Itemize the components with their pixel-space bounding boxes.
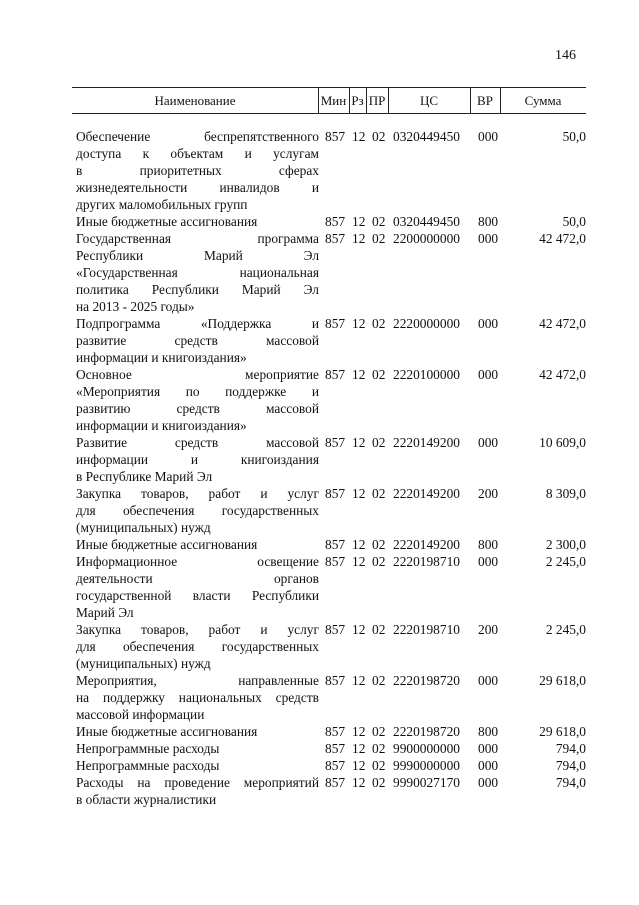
row-name-line: (муниципальных) нужд <box>76 520 211 535</box>
code-subsection: 02 <box>372 486 386 501</box>
code-target-article: 2200000000 <box>393 231 460 246</box>
row-name <box>76 553 319 621</box>
code-target-article: 2220198710 <box>393 622 460 637</box>
row-name <box>76 774 319 808</box>
row-name-line: информации и книгоиздания» <box>76 350 247 365</box>
code-section: 12 <box>352 435 366 450</box>
code-subsection: 02 <box>372 758 386 773</box>
code-subsection: 02 <box>372 316 386 331</box>
code-ministry: 857 <box>325 554 346 569</box>
code-expense-type: 800 <box>478 214 499 229</box>
row-name-line: Мероприятия, направленные <box>76 673 319 688</box>
header-name: Наименование <box>154 93 236 108</box>
row-name-line: Закупка товаров, работ и услуг <box>76 622 319 637</box>
row-name-line: развитие средств массовой <box>76 333 319 348</box>
row-name <box>76 757 319 774</box>
code-section: 12 <box>352 231 366 246</box>
code-subsection: 02 <box>372 537 386 552</box>
row-name <box>76 230 319 315</box>
row-name <box>76 434 319 485</box>
row-name <box>76 315 319 366</box>
row-name-line: для обеспечения государственных <box>76 639 319 654</box>
code-ministry: 857 <box>325 316 346 331</box>
row-name <box>76 366 319 434</box>
code-target-article: 9900000000 <box>393 741 460 756</box>
row-name-line: Развитие средств массовой <box>76 435 319 450</box>
code-expense-type: 000 <box>478 435 499 450</box>
row-name-line: доступа к объектам и услугам <box>76 146 319 161</box>
code-ministry: 857 <box>325 486 346 501</box>
code-ministry: 857 <box>325 129 346 144</box>
code-target-article: 2220198710 <box>393 554 460 569</box>
code-subsection: 02 <box>372 741 386 756</box>
row-name-line: развитию средств массовой <box>76 401 319 416</box>
code-target-article: 2220149200 <box>393 537 460 552</box>
row-name-line: Информационное освещение <box>76 554 319 569</box>
amount: 50,0 <box>562 129 586 144</box>
code-ministry: 857 <box>325 758 346 773</box>
amount: 794,0 <box>555 775 586 790</box>
code-section: 12 <box>352 214 366 229</box>
code-subsection: 02 <box>372 367 386 382</box>
row-name-line: Марий Эл <box>76 605 134 620</box>
header-top-rule <box>72 87 586 88</box>
row-name-line: Республики Марий Эл <box>76 248 319 263</box>
code-target-article: 9990027170 <box>393 775 460 790</box>
code-ministry: 857 <box>325 673 346 688</box>
row-name-line: Подпрограмма «Поддержка и <box>76 316 319 331</box>
row-name-line: Иные бюджетные ассигнования <box>76 724 258 739</box>
row-name-line: массовой информации <box>76 707 205 722</box>
code-expense-type: 200 <box>478 622 499 637</box>
row-name-line: Непрограммные расходы <box>76 741 220 756</box>
row-name-line: Закупка товаров, работ и услуг <box>76 486 319 501</box>
code-target-article: 2220100000 <box>393 367 460 382</box>
code-ministry: 857 <box>325 231 346 246</box>
code-target-article: 2220000000 <box>393 316 460 331</box>
code-target-article: 9990000000 <box>393 758 460 773</box>
row-name <box>76 536 319 553</box>
code-subsection: 02 <box>372 435 386 450</box>
code-subsection: 02 <box>372 129 386 144</box>
code-target-article: 2220198720 <box>393 673 460 688</box>
amount: 8 309,0 <box>545 486 586 501</box>
row-name <box>76 723 319 740</box>
row-name <box>76 213 319 230</box>
code-subsection: 02 <box>372 214 386 229</box>
code-expense-type: 000 <box>478 129 499 144</box>
code-subsection: 02 <box>372 724 386 739</box>
row-name-line: в приоритетных сферах <box>76 163 319 178</box>
row-name-line: Государственная программа <box>76 231 319 246</box>
code-expense-type: 000 <box>478 554 499 569</box>
amount: 42 472,0 <box>539 367 586 382</box>
code-section: 12 <box>352 741 366 756</box>
row-name-line: в области журналистики <box>76 792 217 807</box>
row-name-line: Иные бюджетные ассигнования <box>76 214 258 229</box>
row-name <box>76 740 319 757</box>
amount: 42 472,0 <box>539 231 586 246</box>
amount: 794,0 <box>555 758 586 773</box>
row-name-line: Расходы на проведение мероприятий <box>76 775 319 790</box>
code-target-article: 2220149200 <box>393 435 460 450</box>
code-ministry: 857 <box>325 622 346 637</box>
code-section: 12 <box>352 367 366 382</box>
code-subsection: 02 <box>372 622 386 637</box>
code-ministry: 857 <box>325 435 346 450</box>
row-name <box>76 621 319 672</box>
code-section: 12 <box>352 775 366 790</box>
code-section: 12 <box>352 554 366 569</box>
row-name-line: Обеспечение беспрепятственного <box>76 129 319 144</box>
row-name-line: в Республике Марий Эл <box>76 469 213 484</box>
code-expense-type: 000 <box>478 758 499 773</box>
row-name-line: «Государственная национальная <box>76 265 319 280</box>
header-cs: ЦС <box>419 93 439 108</box>
row-name <box>76 485 319 536</box>
code-ministry: 857 <box>325 724 346 739</box>
row-name-line: жизнедеятельности инвалидов и <box>76 180 319 195</box>
amount: 794,0 <box>555 741 586 756</box>
code-section: 12 <box>352 316 366 331</box>
code-section: 12 <box>352 129 366 144</box>
code-expense-type: 000 <box>478 741 499 756</box>
row-name-line: Непрограммные расходы <box>76 758 220 773</box>
code-ministry: 857 <box>325 537 346 552</box>
header-bottom-rule <box>72 113 586 114</box>
code-section: 12 <box>352 537 366 552</box>
code-target-article: 2220198720 <box>393 724 460 739</box>
code-expense-type: 000 <box>478 673 499 688</box>
code-target-article: 2220149200 <box>393 486 460 501</box>
row-name-line: Иные бюджетные ассигнования <box>76 537 258 552</box>
header-rz: Рз <box>351 93 364 108</box>
header-pr: ПР <box>368 93 386 108</box>
row-name-line: «Мероприятия по поддержке и <box>76 384 319 399</box>
page-number: 146 <box>555 48 576 63</box>
code-ministry: 857 <box>325 367 346 382</box>
code-expense-type: 200 <box>478 486 499 501</box>
code-subsection: 02 <box>372 231 386 246</box>
code-ministry: 857 <box>325 214 346 229</box>
code-ministry: 857 <box>325 741 346 756</box>
row-name-line: (муниципальных) нужд <box>76 656 211 671</box>
code-section: 12 <box>352 673 366 688</box>
amount: 29 618,0 <box>539 673 586 688</box>
row-name-line: других маломобильных групп <box>76 197 248 212</box>
row-name-line: для обеспечения государственных <box>76 503 319 518</box>
row-name-line: на поддержку национальных средств <box>76 690 319 705</box>
header-min: Мин <box>320 93 347 108</box>
row-name <box>76 128 319 213</box>
code-expense-type: 000 <box>478 316 499 331</box>
row-name-line: информации и книгоиздания» <box>76 418 247 433</box>
row-name <box>76 672 319 723</box>
header-sum: Сумма <box>524 93 562 108</box>
code-expense-type: 000 <box>478 231 499 246</box>
row-name-line: деятельности органов <box>76 571 319 586</box>
code-expense-type: 800 <box>478 724 499 739</box>
header-vr: ВР <box>477 93 493 108</box>
amount: 42 472,0 <box>539 316 586 331</box>
code-section: 12 <box>352 622 366 637</box>
amount: 2 300,0 <box>545 537 586 552</box>
code-ministry: 857 <box>325 775 346 790</box>
code-expense-type: 000 <box>478 775 499 790</box>
code-section: 12 <box>352 758 366 773</box>
code-section: 12 <box>352 724 366 739</box>
code-expense-type: 800 <box>478 537 499 552</box>
row-name-line: политика Республики Марий Эл <box>76 282 319 297</box>
code-target-article: 0320449450 <box>393 129 460 144</box>
code-section: 12 <box>352 486 366 501</box>
row-name-line: на 2013 - 2025 годы» <box>76 299 195 314</box>
code-subsection: 02 <box>372 775 386 790</box>
amount: 2 245,0 <box>545 554 586 569</box>
amount: 10 609,0 <box>539 435 586 450</box>
code-expense-type: 000 <box>478 367 499 382</box>
row-name-line: государственной власти Республики <box>76 588 319 603</box>
code-subsection: 02 <box>372 554 386 569</box>
code-target-article: 0320449450 <box>393 214 460 229</box>
amount: 2 245,0 <box>545 622 586 637</box>
amount: 50,0 <box>562 214 586 229</box>
row-name-line: информации и книгоиздания <box>76 452 319 467</box>
row-name-line: Основное мероприятие <box>76 367 319 382</box>
amount: 29 618,0 <box>539 724 586 739</box>
code-subsection: 02 <box>372 673 386 688</box>
